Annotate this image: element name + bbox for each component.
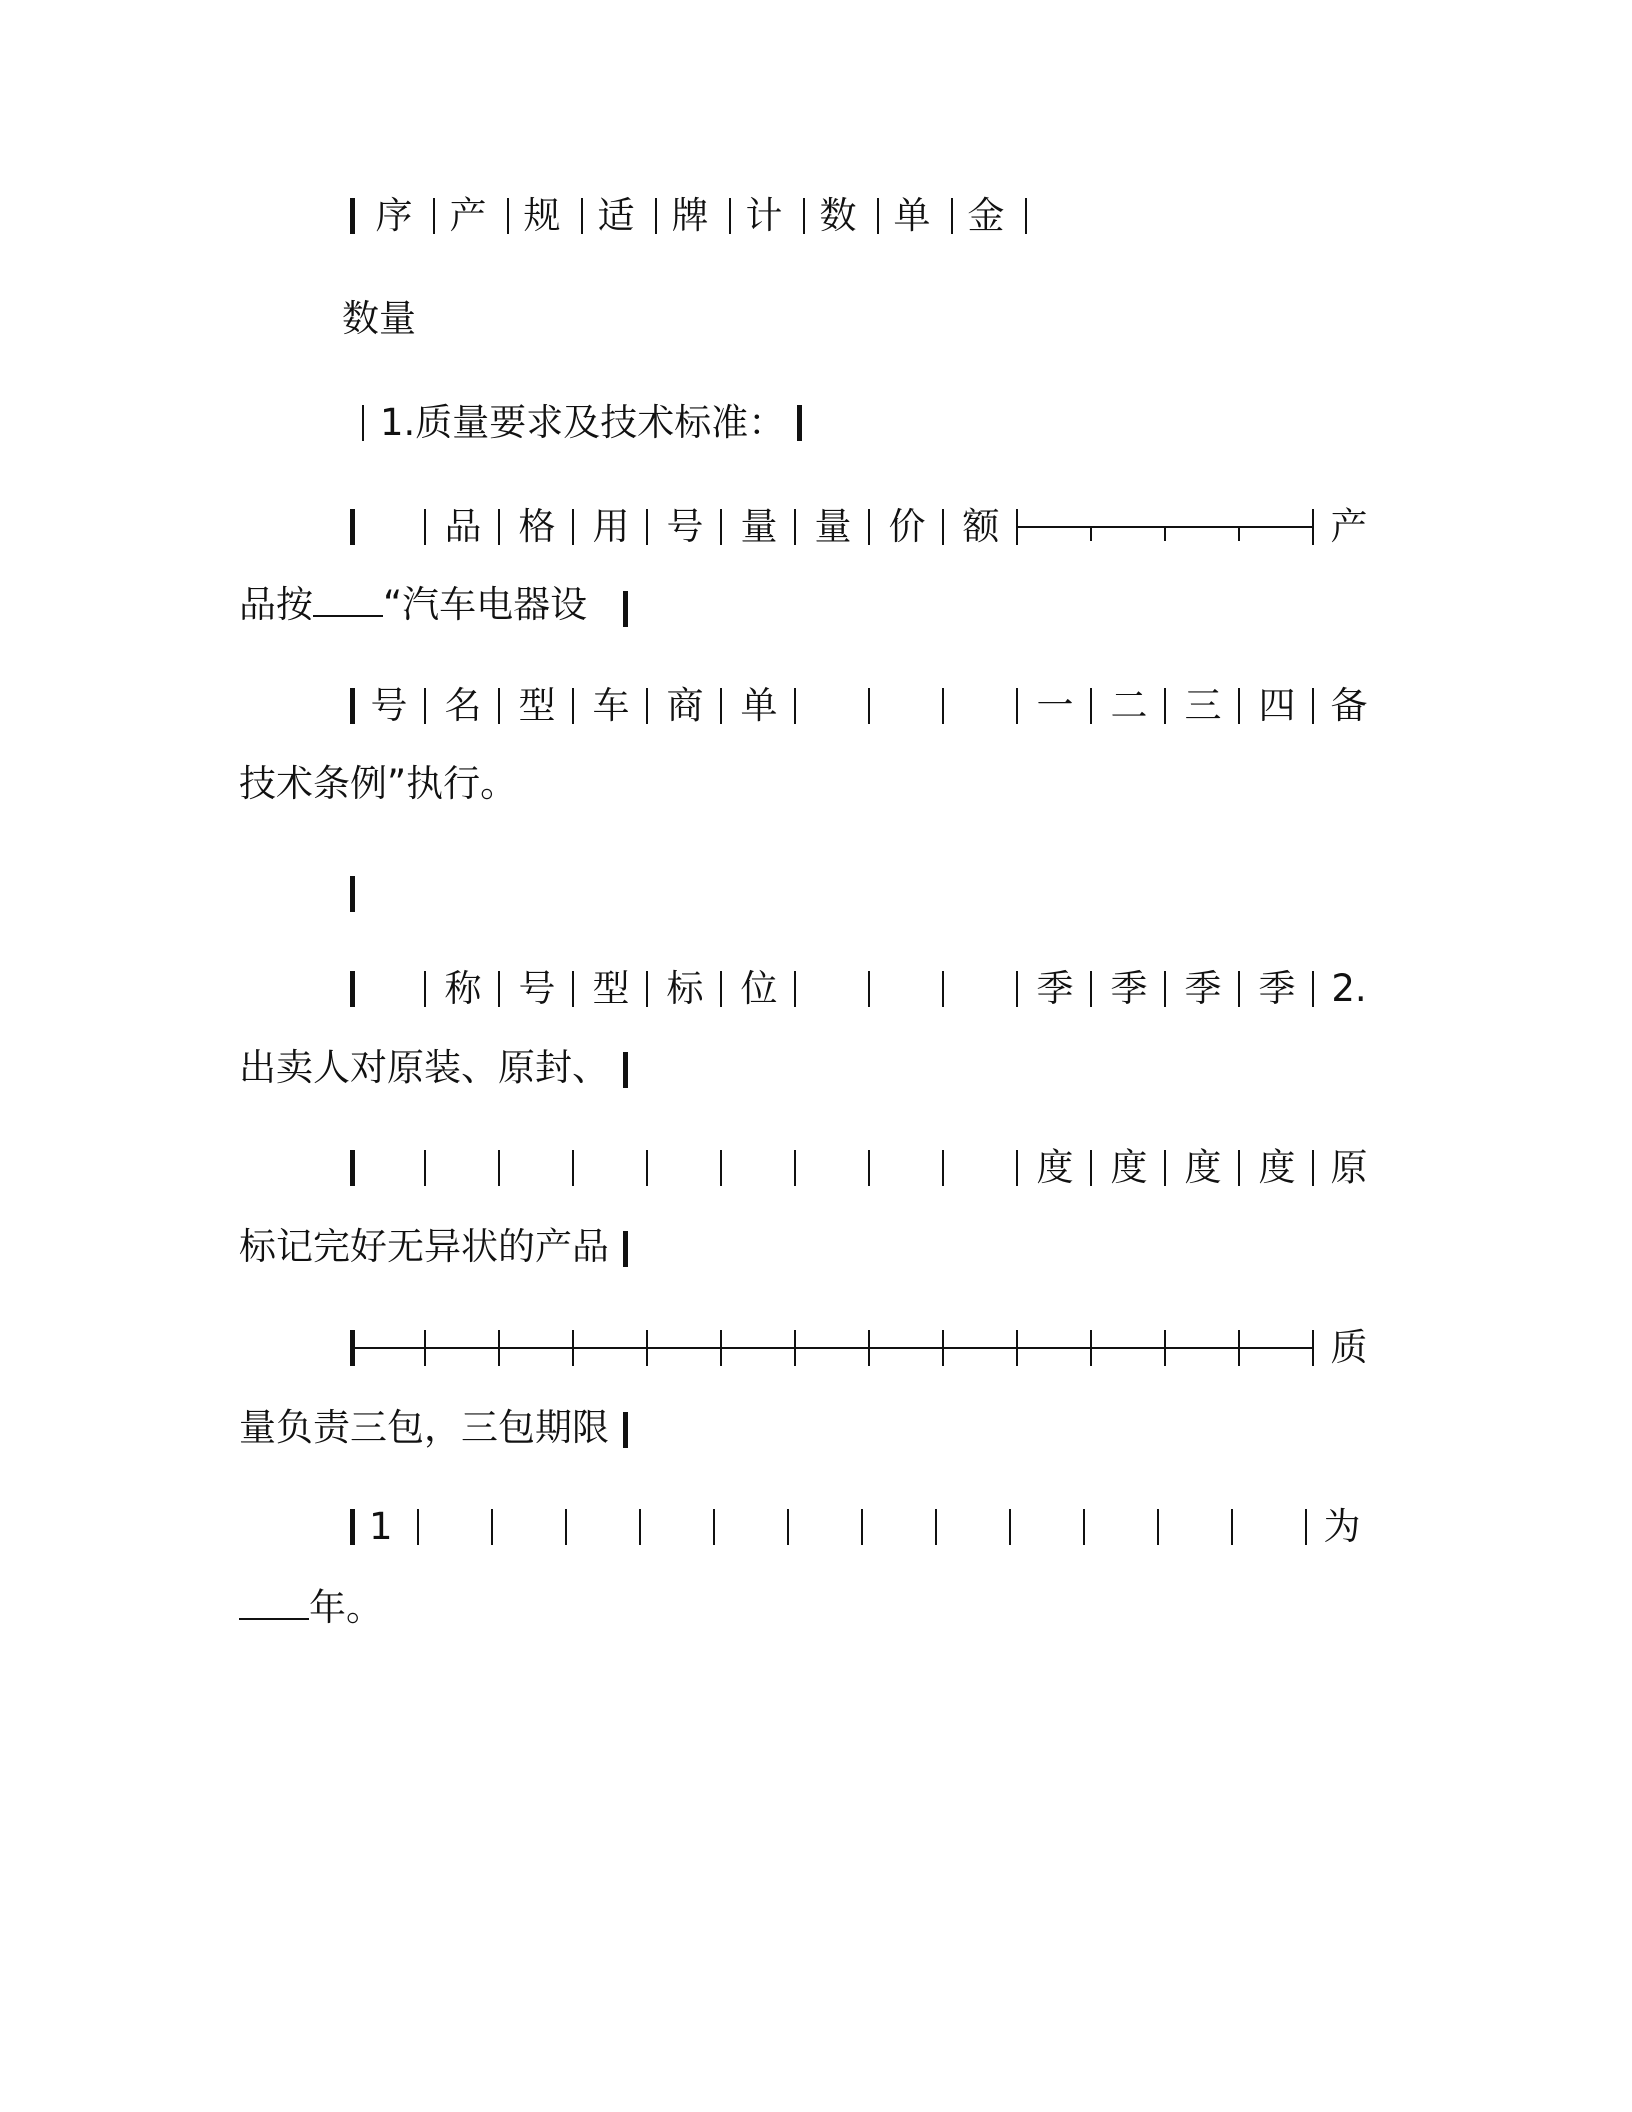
table-cell: 为 <box>1323 1505 1361 1548</box>
table-cell: 产 <box>449 194 487 237</box>
table-border <box>424 1150 426 1186</box>
table-border <box>1238 527 1240 541</box>
table-cell: 三 <box>1184 684 1222 727</box>
quality-heading: 1.质量要求及技术标准： <box>380 401 786 444</box>
table-cell: 型 <box>592 967 630 1010</box>
table-cell: 季 <box>1110 967 1148 1010</box>
table-header-row-3 <box>0 684 1632 728</box>
table-border <box>1157 1509 1159 1545</box>
table-border <box>565 1509 567 1545</box>
table-border <box>623 1412 628 1448</box>
table-cell: 量 <box>814 505 852 548</box>
table-cell: 度 <box>1184 1146 1222 1189</box>
table-border <box>794 1150 796 1186</box>
table-border <box>424 1330 426 1366</box>
table-cell: 额 <box>962 505 1000 548</box>
table-cell: 质 <box>1330 1326 1368 1369</box>
table-border <box>1238 1330 1240 1366</box>
table-border <box>797 405 802 441</box>
table-border <box>350 1150 355 1186</box>
table-border <box>350 876 355 912</box>
clause-text: 出卖人对原装、原封、 <box>239 1046 609 1089</box>
table-cell: 四 <box>1258 684 1296 727</box>
table-border <box>639 1509 641 1545</box>
table-border <box>713 1509 715 1545</box>
table-border <box>1231 1509 1233 1545</box>
table-cell: 适 <box>597 194 635 237</box>
table-border <box>794 1330 796 1366</box>
table-cell: 格 <box>518 505 556 548</box>
clause-text-part: “汽车电器设 <box>383 583 588 626</box>
table-border <box>1016 1330 1018 1366</box>
fill-in-blank <box>239 1588 309 1620</box>
table-cell: 季 <box>1184 967 1222 1010</box>
table-cell: 季 <box>1036 967 1074 1010</box>
table-border <box>623 1231 628 1267</box>
table-cell: 规 <box>523 194 561 237</box>
table-border <box>350 509 355 545</box>
table-rule-row <box>0 1326 1632 1370</box>
table-cell: 二 <box>1110 684 1148 727</box>
table-border <box>1009 1509 1011 1545</box>
table-cell: 号 <box>666 505 704 548</box>
table-border <box>362 405 364 441</box>
table-cell: 2. <box>1331 967 1367 1010</box>
table-cell: 牌 <box>671 194 709 237</box>
table-border <box>646 1150 648 1186</box>
table-border <box>868 971 870 1007</box>
table-cell: 度 <box>1110 1146 1148 1189</box>
table-cell: 车 <box>592 684 630 727</box>
table-border <box>572 1330 574 1366</box>
table-cell: 计 <box>745 194 783 237</box>
table-cell: 季 <box>1258 967 1296 1010</box>
clause-text-part: 年。 <box>309 1586 383 1629</box>
table-border <box>350 1509 355 1545</box>
table-border <box>1090 527 1092 541</box>
table-border <box>498 1330 500 1366</box>
table-border <box>861 1509 863 1545</box>
table-cell: 商 <box>666 684 704 727</box>
table-cell: 型 <box>518 684 556 727</box>
table-cell: 号 <box>518 967 556 1010</box>
table-cell: 一 <box>1036 684 1074 727</box>
table-border <box>794 688 796 724</box>
table-border <box>646 1330 648 1366</box>
table-border <box>942 688 944 724</box>
table-border <box>942 1330 944 1366</box>
table-cell: 名 <box>444 684 482 727</box>
table-cell: 单 <box>740 684 778 727</box>
table-cell: 品 <box>444 505 482 548</box>
table-border <box>1164 1330 1166 1366</box>
table-border <box>572 1150 574 1186</box>
table-border <box>1164 527 1166 541</box>
table-cell: 价 <box>888 505 926 548</box>
clause-text <box>239 583 587 627</box>
table-cell: 金 <box>967 194 1005 237</box>
table-cell: 单 <box>893 194 931 237</box>
table-border <box>491 1509 493 1545</box>
table-cell: 产 <box>1330 505 1368 548</box>
table-cell: 备 <box>1330 684 1368 727</box>
table-data-row <box>0 1505 1632 1549</box>
clause-text <box>239 1586 383 1630</box>
table-border <box>498 1150 500 1186</box>
table-border <box>942 971 944 1007</box>
table-border <box>935 1509 937 1545</box>
table-cell: 用 <box>592 505 630 548</box>
quantity-label: 数量 <box>342 297 416 340</box>
table-cell: 度 <box>1258 1146 1296 1189</box>
table-cell: 1 <box>369 1505 393 1548</box>
table-header-row-2 <box>0 505 1632 549</box>
quality-heading-row <box>0 401 1632 445</box>
table-border <box>868 688 870 724</box>
table-cell: 号 <box>370 684 408 727</box>
table-border <box>623 591 628 627</box>
table-border <box>623 1052 628 1088</box>
table-cell: 称 <box>444 967 482 1010</box>
table-cell: 度 <box>1036 1146 1074 1189</box>
table-border <box>720 1330 722 1366</box>
table-border <box>942 1150 944 1186</box>
fill-in-blank <box>313 585 383 617</box>
clause-text-part: 品按 <box>239 583 313 626</box>
table-border <box>350 971 355 1007</box>
table-header-row-4 <box>0 967 1632 1011</box>
table-cell: 序 <box>375 194 413 237</box>
table-cell: 标 <box>666 967 704 1010</box>
table-header-row-1 <box>0 194 1632 238</box>
table-border <box>1090 1330 1092 1366</box>
table-border <box>868 1150 870 1186</box>
clause-text: 标记完好无异状的产品 <box>239 1225 609 1268</box>
table-border <box>1083 1509 1085 1545</box>
table-header-row-5 <box>0 1146 1632 1190</box>
table-border <box>787 1509 789 1545</box>
table-cell: 量 <box>740 505 778 548</box>
table-border <box>417 1509 419 1545</box>
table-cell: 原 <box>1330 1146 1368 1189</box>
clause-text: 技术条例”执行。 <box>239 762 518 805</box>
table-border <box>868 1330 870 1366</box>
table-border <box>720 1150 722 1186</box>
table-border <box>1025 198 1027 234</box>
clause-text: 量负责三包，三包期限 <box>239 1406 609 1449</box>
table-border <box>794 971 796 1007</box>
table-cell: 位 <box>740 967 778 1010</box>
table-border <box>350 198 355 234</box>
table-rule <box>350 1347 1312 1349</box>
table-cell: 数 <box>819 194 857 237</box>
